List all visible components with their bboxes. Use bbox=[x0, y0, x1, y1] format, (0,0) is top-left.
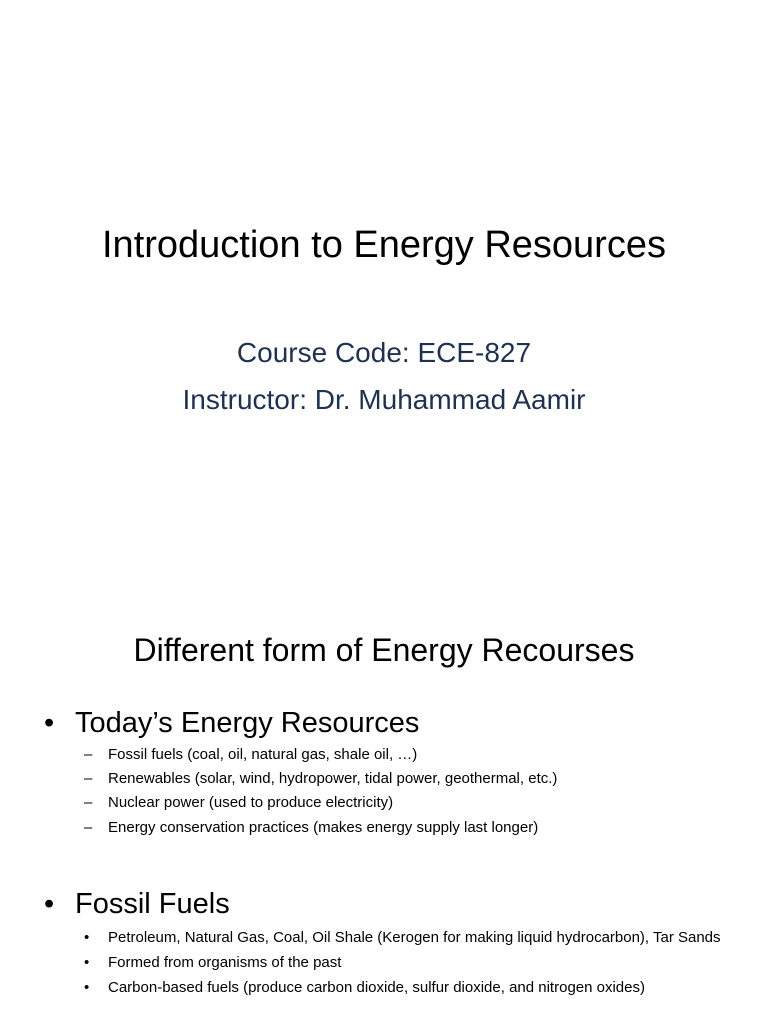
bullet-heading: Today’s Energy Resources bbox=[75, 707, 420, 739]
list-item bbox=[84, 952, 728, 974]
list-item-text: Fossil fuels (coal, oil, natural gas, shale oil, …) bbox=[108, 746, 418, 763]
list-item bbox=[84, 817, 728, 839]
bullet-marker: • bbox=[84, 954, 90, 971]
dash-marker: – bbox=[84, 794, 93, 811]
bullet-marker: • bbox=[84, 979, 90, 996]
list-item-text: Carbon-based fuels (produce carbon dioxide, sulfur dioxide, and nitrogen oxides) bbox=[108, 979, 645, 996]
instructor-name: Instructor: Dr. Muhammad Aamir bbox=[182, 384, 586, 415]
list-item-text: Renewables (solar, wind, hydropower, tidal power, geothermal, etc.) bbox=[108, 770, 558, 787]
list-item bbox=[84, 792, 728, 814]
list-item bbox=[84, 744, 728, 766]
list-item bbox=[84, 977, 728, 999]
list-item-text: Formed from organisms of the past bbox=[108, 954, 342, 971]
bullet-marker: • bbox=[84, 929, 90, 946]
bullet-heading: Fossil Fuels bbox=[75, 888, 230, 920]
list-item bbox=[84, 927, 728, 949]
dash-marker: – bbox=[84, 770, 93, 787]
list-item-text: Petroleum, Natural Gas, Coal, Oil Shale (Kerogen for making liquid hydrocarbon), Tar Sands bbox=[108, 929, 721, 946]
sub-list bbox=[84, 927, 728, 1002]
dash-marker: – bbox=[84, 819, 93, 836]
bullet-marker: • bbox=[44, 888, 55, 920]
slide-title: Different form of Energy Recourses bbox=[133, 632, 635, 668]
content-slide bbox=[0, 576, 768, 1024]
list-item-text: Nuclear power (used to produce electricity) bbox=[108, 794, 394, 811]
bullet-marker: • bbox=[44, 707, 55, 739]
sub-list bbox=[84, 744, 728, 841]
course-code: Course Code: ECE-827 bbox=[236, 337, 532, 368]
dash-marker: – bbox=[84, 746, 93, 763]
slide-title: Introduction to Energy Resources bbox=[102, 224, 666, 266]
list-item bbox=[84, 768, 728, 790]
list-item-text: Energy conservation practices (makes energy supply last longer) bbox=[108, 819, 539, 836]
